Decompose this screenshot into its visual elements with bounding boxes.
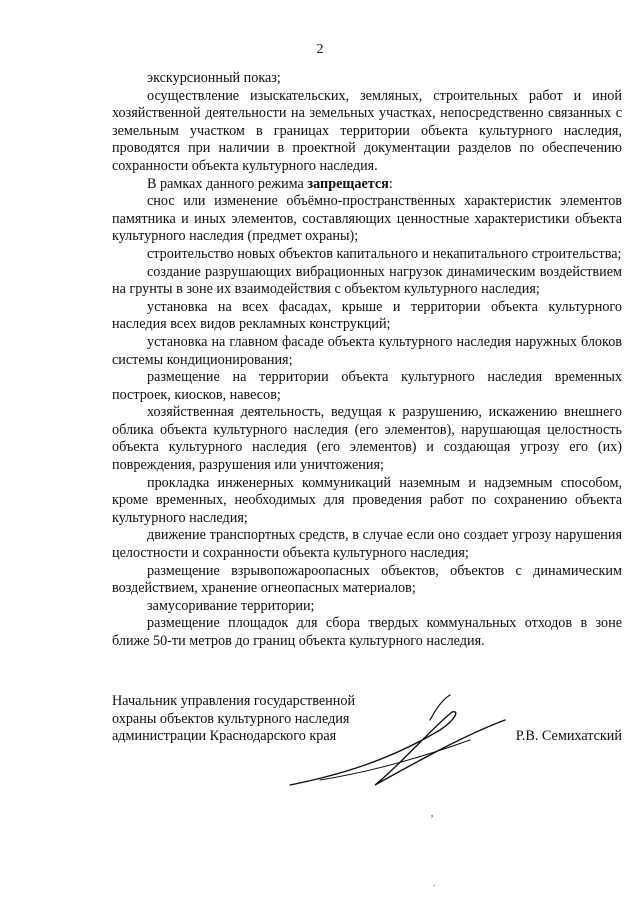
paragraph: прокладка инженерных коммуникаций наземным и надземным способом, кроме временных, необходимых для проведения работ по сохранению объекта культурного наследия; xyxy=(112,474,622,526)
paragraph: хозяйственная деятельность, ведущая к разрушению, искажению внешнего облика объекта культурного наследия (его элементов), нарушающая целостность объекта культурного наследия (его элементов) и создающая угрозу его (их) повреждения, разрушения или уничтожения; xyxy=(112,404,622,474)
paragraph-prohibited-intro xyxy=(112,176,622,194)
intro-text: В рамках данного режима xyxy=(147,175,308,192)
intro-colon: : xyxy=(388,175,393,192)
paragraph: размещение на территории объекта культурного наследия временных построек, киосков, навесов; xyxy=(112,369,622,403)
paragraph: создание разрушающих вибрационных нагрузок динамическим воздействием на грунты в зоне их взаимодействия с объектом культурного наследия; xyxy=(112,263,622,298)
document-body xyxy=(112,70,622,651)
paragraph: установка на главном фасаде объекта культурного наследия наружных блоков системы кондиционирования; xyxy=(112,333,622,368)
paragraph: замусоривание территории; xyxy=(147,597,315,614)
position-line: охраны объектов культурного наследия xyxy=(112,710,350,727)
paragraph: строительство новых объектов капитального и некапитального строительства; xyxy=(147,245,622,262)
paragraph: осуществление изыскательских, земляных, строительных работ и иной хозяйственной деятельности на земельных участках, непосредственно связанных с земельным участком в границах территории объекта культурного наследия, проводятся при наличии в проектной документации разделов по обеспечению сохранности объекта культурного наследия. xyxy=(112,87,622,174)
signatory-name: Р.В. Семихатский xyxy=(515,728,622,744)
paragraph: размещение взрывопожароопасных объектов, объектов с динамическим воздействием, хранение огнеопасных материалов; xyxy=(112,562,622,597)
handwritten-signature xyxy=(280,690,510,800)
paragraph: движение транспортных средств, в случае если оно создает угрозу нарушения целостности и сохранности объекта культурного наследия; xyxy=(112,527,622,562)
paragraph: размещение площадок для сбора твердых коммунальных отходов в зоне ближе 50-ти метров до границ объекта культурного наследия. xyxy=(112,615,622,649)
scan-mark: ʼ xyxy=(430,812,434,826)
position-line: Начальник управления государственной xyxy=(112,693,356,709)
page-number: 2 xyxy=(316,42,324,57)
prohibited-word: запрещается xyxy=(307,175,389,192)
position-line: администрации Краснодарского края xyxy=(112,728,337,745)
scan-mark: · xyxy=(432,878,436,892)
paragraph: экскурсионный показ; xyxy=(147,70,281,86)
paragraph: установка на всех фасадах, крыше и территории объекта культурного наследия всех видов рекламных конструкций; xyxy=(112,298,622,333)
paragraph: снос или изменение объёмно-пространственных характеристик элементов памятника и иных элементов, составляющих ценностные характеристики объекта культурного наследия (предмет охраны); xyxy=(112,193,622,245)
